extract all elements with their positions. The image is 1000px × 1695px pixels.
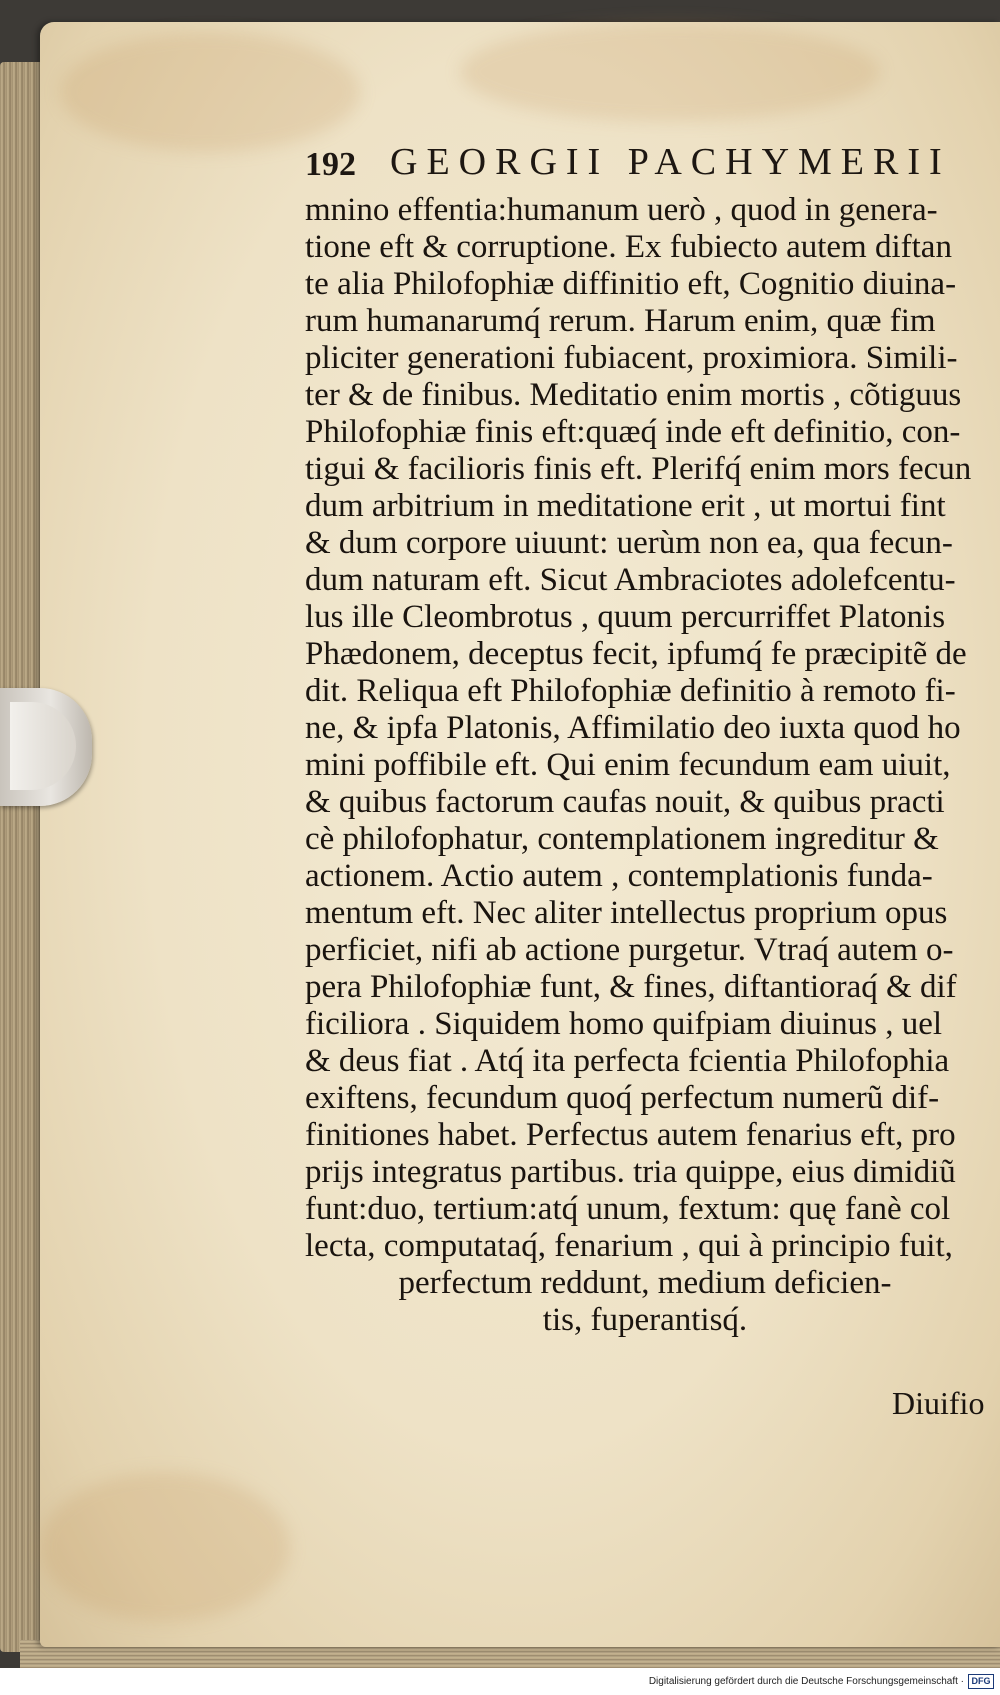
text-line: ter & de finibus. Meditatio enim mortis , cõtiguus [305, 377, 962, 413]
text-line: prijs integratus partibus. tria quippe, eius dimidiũ [305, 1154, 956, 1190]
page-clip [0, 688, 92, 806]
text-line: mini poffibile eft. Qui enim fecundum eam uiuit, [305, 747, 951, 783]
footer [649, 1674, 994, 1689]
text-line: Phædonem, deceptus fecit, ipfumq́ fe præcipitẽ de [305, 636, 967, 672]
text-line: pliciter generationi fubiacent, proximiora. Simili- [305, 340, 958, 376]
text-line: & dum corpore uiuunt: uerùm non ea, qua fecun- [305, 525, 953, 561]
text-line: dum arbitrium in meditatione erit , ut mortui fint [305, 488, 946, 524]
text-line: Philofophiæ finis eft:quæq́ inde eft definitio, con- [305, 414, 961, 450]
page-header [305, 136, 955, 186]
text-line: ne, & ipfa Platonis, Affimilatio deo iuxta quod ho [305, 710, 961, 746]
footer-text: Digitalisierung gefördert durch die Deutsche Forschungsgemeinschaft · [648, 1676, 964, 1687]
text-line: te alia Philofophiæ diffinitio eft, Cognitio diuina- [305, 266, 957, 302]
text-line: cè philofophatur, contemplationem ingreditur & [305, 821, 939, 857]
text-line: mnino effentia:humanum uerò , quod in genera- [305, 192, 938, 228]
text-line: mentum eft. Nec aliter intellectus proprium opus [305, 895, 948, 931]
text-line: exiftens, fecundum quoq́ perfectum numerũ dif- [305, 1080, 940, 1116]
text-line: dum naturam eft. Sicut Ambraciotes adolefcentu- [305, 562, 956, 598]
text-line: lus ille Cleombrotus , quum percurriffet Platonis [305, 599, 946, 635]
text-line: tigui & facilioris finis eft. Plerifq́ enim mors fecun [305, 451, 972, 487]
running-title: GEORGII PACHYMERII [390, 141, 951, 183]
dfg-logo: DFG [968, 1674, 994, 1689]
body-text [305, 192, 985, 1339]
text-line: dit. Reliqua eft Philofophiæ definitio à remoto fi- [305, 673, 956, 709]
text-line: pera Philofophiæ funt, & fines, diftantioraq́ & dif [305, 969, 957, 1005]
text-line: tione eft & corruptione. Ex fubiecto autem diftan [305, 229, 952, 265]
text-line: & deus fiat . Atq́ ita perfecta fcientia Philofophia [305, 1043, 950, 1079]
text-line: rum humanarumq́ rerum. Harum enim, quæ fim [305, 303, 936, 339]
text-line: lecta, computataq́, fenarium , qui à principio fuit, [305, 1228, 953, 1264]
text-line: & quibus factorum caufas nouit, & quibus practi [305, 784, 945, 820]
text-line: finitiones habet. Perfectus autem fenarius eft, pro [305, 1117, 956, 1153]
text-line: actionem. Actio autem , contemplationis funda- [305, 858, 933, 894]
text-line: perfectum reddunt, medium deficien- [398, 1265, 892, 1301]
page-number: 192 [305, 146, 356, 183]
text-line: tis, fuperantisq́. [542, 1302, 748, 1338]
text-line: funt:duo, tertium:atq́ unum, fextum: quę fanè col [305, 1191, 951, 1227]
text-line: perficiet, nifi ab actione purgetur. Vtraq́ autem o- [305, 932, 954, 968]
catchword: Diuifio [892, 1385, 985, 1421]
text-line: ficiliora . Siquidem homo quifpiam diuinus , uel [305, 1006, 943, 1042]
